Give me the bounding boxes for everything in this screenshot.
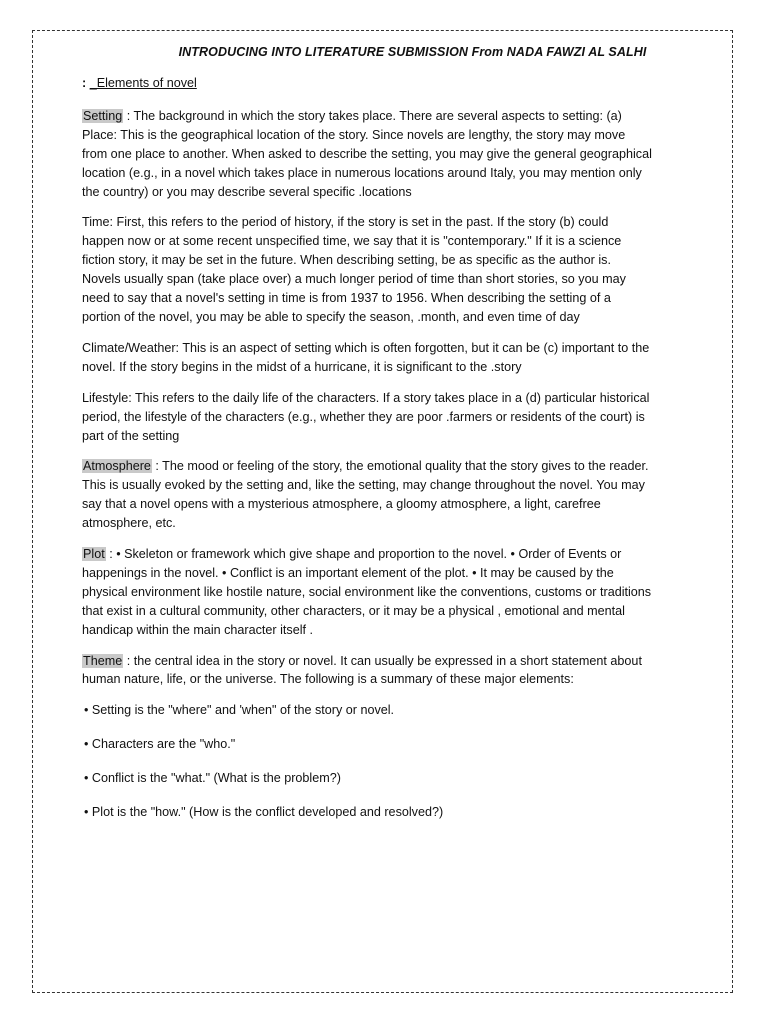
paragraph-climate: Climate/Weather: This is an aspect of setting which is often forgotten, but it can be (c) important to the novel. If the story begins in the midst of a hurricane, it is significant to the .story — [82, 340, 650, 374]
section-heading-title: _Elements of novel — [89, 76, 197, 90]
setting-text: : The background in which the story takes place. There are several aspects to setting: (a) Place: This is the geographical location of the story. Since novels are lengthy, the story may move from one place to another. When asked to describe the setting, you may give the general geographical location (e.g., in a novel which takes place in numerous locations around Italy, you may mention only the country) or you may describe several specific .locations — [82, 108, 652, 199]
atmosphere-text: : The mood or feeling of the story, the emotional quality that the story gives to the reader. This is usually evoked by the setting and, like the setting, may change throughout the novel. You may say that a novel opens with a mysterious atmosphere, a gloomy atmosphere, a light, carefree atmosphere, etc. — [82, 459, 649, 531]
paragraph-atmosphere — [82, 457, 652, 533]
theme-text: : the central idea in the story or novel. It can usually be expressed in a short statement about human nature, life, or the universe. The following is a summary of these major elements: — [82, 653, 642, 687]
paragraph-plot — [82, 545, 652, 640]
paragraph-theme — [82, 652, 652, 690]
term-atmosphere: Atmosphere — [83, 459, 151, 474]
plot-text: : • Skeleton or framework which give shape and proportion to the novel. • Order of Events or happenings in the novel. • Conflict is an important element of the plot. • It may be caused by the physical environment like hostile nature, social environment like the conventions, customs or traditions that exist in a cultural community, other characters, or it may be a physical , emotional and mental handicap within the main character itself . — [82, 547, 652, 637]
summary-list — [82, 701, 652, 822]
list-item: • Conflict is the "what." (What is the problem?) — [84, 771, 341, 786]
document-body — [82, 74, 652, 837]
paragraph-setting — [82, 107, 652, 202]
term-theme: Theme — [83, 653, 123, 668]
term-plot: Plot — [83, 547, 105, 562]
list-item: • Setting is the "where" and 'when" of the story or novel. — [84, 703, 395, 718]
paragraph-time: Time: First, this refers to the period of history, if the story is set in the past. If the story (b) could happen now or at some recent unspecified time, we say that it is "contemporary." If it is a science fiction story, it may be set in the future. When describing setting, be as specific as the author is. Novels usually span (take place over) a much longer period of time than short stories, so you may need to say that a novel's setting in time is from 1937 to 1956. When describing the setting of a portion of the novel, you may be able to specify the season, .month, and even time of day — [82, 215, 626, 324]
term-setting: Setting — [83, 108, 123, 123]
list-item: • Plot is the "how." (How is the conflict developed and resolved?) — [84, 805, 444, 820]
section-heading — [82, 74, 652, 93]
list-item: • Characters are the "who." — [84, 737, 236, 752]
paragraph-lifestyle: Lifestyle: This refers to the daily life of the characters. If a story takes place in a (d) particular historical period, the lifestyle of the characters (e.g., whether they are poor .farmers or residents of the court) is part of the setting — [82, 390, 650, 443]
document-header: INTRODUCING INTO LITERATURE SUBMISSION From NADA FAWZI AL SALHI — [178, 45, 647, 59]
section-heading-prefix: : — [82, 76, 90, 90]
